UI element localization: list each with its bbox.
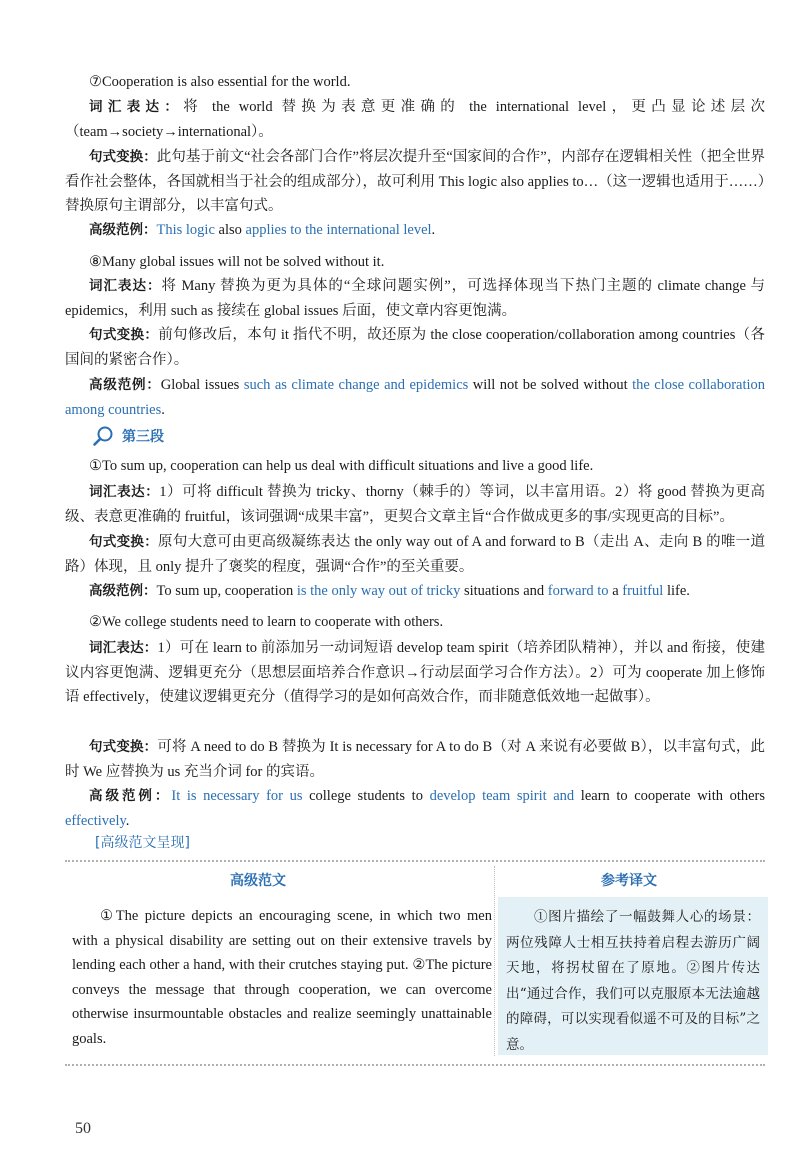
example-plain: situations and bbox=[460, 583, 548, 599]
vocab-note-7 bbox=[65, 95, 765, 144]
model-essay-heading: [高级范文呈现] bbox=[95, 835, 190, 851]
structure-note-p3-1 bbox=[65, 530, 765, 579]
structure-label: 句式变换： bbox=[89, 149, 157, 165]
structure-note-7 bbox=[65, 145, 765, 219]
section-title: 第三段 bbox=[122, 429, 164, 445]
example-label: 高级范例： bbox=[89, 583, 157, 599]
example-label: 高级范例： bbox=[89, 788, 172, 804]
translation-text: ①图片描绘了一幅鼓舞人心的场景：两位残障人士相互扶持着启程去游历广阔天地，将拐杖留在了原地。②图片传达出“通过合作，我们可以克服原本无法逾越的障碍，可以实现看似遥不可及的目标”之意。 bbox=[506, 909, 760, 1053]
vocab-label: 词汇表达： bbox=[89, 640, 158, 656]
example-label: 高级范例： bbox=[89, 377, 161, 393]
example-plain: a bbox=[608, 583, 623, 599]
sentence-p3-1 bbox=[65, 454, 765, 479]
sentence-p3-2-text: ②We college students need to learn to cooperate with others. bbox=[89, 614, 444, 630]
example-8 bbox=[65, 373, 765, 422]
example-plain: . bbox=[125, 812, 130, 829]
sentence-7 bbox=[65, 70, 765, 95]
example-highlight: This logic bbox=[156, 222, 215, 238]
example-highlight: develop team spirit and bbox=[429, 788, 575, 804]
example-7 bbox=[65, 218, 765, 243]
vocab-note-8 bbox=[65, 274, 765, 323]
vocab-text: 1）可在 learn to 前添加另一动词短语 develop team spirit（培养团队精神），并以 and 衔接，使建议内容更饱满、逻辑更充分（思想层面培养合作意识→行动层面学习合作方法）。2）可为 cooperate 加上修饰语 effectively，使建议逻辑更充分（值得学习的是如何高效合作，而非随意低效地一起做事）。 bbox=[65, 640, 766, 705]
structure-label: 句式变换： bbox=[89, 739, 158, 755]
magnifier-icon bbox=[92, 425, 114, 447]
translation-box bbox=[498, 897, 768, 1055]
vocab-note-p3-2 bbox=[65, 636, 765, 710]
sentence-8 bbox=[65, 250, 765, 275]
example-highlight: forward to bbox=[547, 583, 609, 599]
example-plain: Global issues bbox=[160, 377, 244, 393]
sentence-8-text: ⑧Many global issues will not be solved without it. bbox=[89, 254, 385, 270]
structure-text: 此句基于前文“社会各部门合作”将层次提升至“国家间的合作”，内部存在逻辑相关性（把全世界看作社会整体，各国就相当于社会的组成部分），故可利用 This logic also applies to…（这一逻辑也适用于……）替换原句主谓部分，以丰富句式。 bbox=[65, 149, 765, 214]
example-highlight: applies to the international level bbox=[245, 222, 432, 238]
model-essay-text: ①The picture depicts an encouraging scene, in which two men with a physical disability are setting out on their extensive travels by lending each other a hand, with their crutches staying put. ②The picture conveys the message that through cooperation, we can overcome otherwise insurmountable obstacles and realize seemingly unattainable goals. bbox=[72, 908, 492, 1047]
vocab-text: 将 the world 替换为表意更准确的 the international level，更凸显论述层次（team→society→international）。 bbox=[65, 99, 765, 140]
example-plain: . bbox=[431, 222, 436, 238]
structure-label: 句式变换： bbox=[89, 534, 159, 550]
structure-note-8 bbox=[65, 323, 765, 372]
example-plain: . bbox=[161, 401, 165, 418]
sentence-p3-1-text: ①To sum up, cooperation can help us deal with difficult situations and live a good life. bbox=[89, 458, 594, 474]
table-top-divider bbox=[65, 860, 765, 862]
example-highlight: the close collaboration among countries bbox=[65, 377, 766, 418]
example-highlight: effectively bbox=[65, 812, 126, 829]
sentence-p3-2 bbox=[65, 610, 765, 635]
column-divider bbox=[494, 866, 495, 1056]
structure-label: 句式变换： bbox=[89, 327, 159, 343]
section-heading bbox=[92, 424, 164, 448]
example-label: 高级范例： bbox=[89, 222, 157, 238]
example-highlight: It is necessary for us bbox=[171, 788, 303, 804]
example-highlight: is the only way out of tricky bbox=[296, 583, 461, 599]
structure-text: 前句修改后，本句 it 指代不明，故还原为 the close cooperation/collaboration among countries（各国间的紧密合作）。 bbox=[65, 327, 766, 368]
table-bottom-divider bbox=[65, 1064, 765, 1066]
example-highlight: such as climate change and epidemics bbox=[243, 377, 469, 393]
example-p3-1 bbox=[65, 579, 765, 604]
vocab-note-p3-1 bbox=[65, 480, 765, 529]
example-plain: life. bbox=[663, 583, 690, 599]
structure-text: 可将 A need to do B 替换为 It is necessary for A to do B（对 A 来说有必要做 B），以丰富句式，此时 We 应替换为 us 充当介词 for 的宾语。 bbox=[65, 739, 765, 780]
example-plain: college students to bbox=[302, 788, 430, 804]
example-highlight: fruitful bbox=[622, 583, 664, 599]
sentence-7-text: ⑦Cooperation is also essential for the world. bbox=[89, 74, 351, 90]
model-essay-column-head: 高级范文 bbox=[230, 873, 286, 889]
structure-note-p3-2 bbox=[65, 735, 765, 784]
vocab-text: 将 Many 替换为更为具体的“全球问题实例”，可选择体现当下热门主题的 climate change 与 epidemics，利用 such as 接续在 global issues 后面，使文章内容更饱满。 bbox=[65, 278, 765, 319]
example-plain: will not be solved without bbox=[468, 377, 633, 393]
example-plain: learn to cooperate with others bbox=[574, 788, 766, 804]
example-plain: also bbox=[214, 222, 246, 238]
translation-column-head: 参考译文 bbox=[601, 873, 657, 889]
example-plain: To sum up, cooperation bbox=[156, 583, 297, 599]
example-p3-2 bbox=[65, 784, 765, 833]
vocab-label: 词汇表达： bbox=[89, 99, 184, 115]
vocab-label: 词汇表达： bbox=[89, 278, 162, 294]
vocab-label: 词汇表达： bbox=[89, 484, 160, 500]
page-number: 50 bbox=[75, 1120, 91, 1137]
vocab-text: 1）可将 difficult 替换为 tricky、thorny（棘手的）等词，以丰富用语。2）将 good 替换为更高级、表意更准确的 fruitful，该词强调“成果丰富”，更契合文章主旨“合作做成更多的事/实现更高的目标”。 bbox=[65, 484, 766, 525]
structure-text: 原句大意可由更高级凝练表达 the only way out of A and forward to B（走出 A、走向 B 的唯一道路）体现，且 only 提升了褒奖的程度，强调“合作”的至关重要。 bbox=[65, 534, 765, 575]
